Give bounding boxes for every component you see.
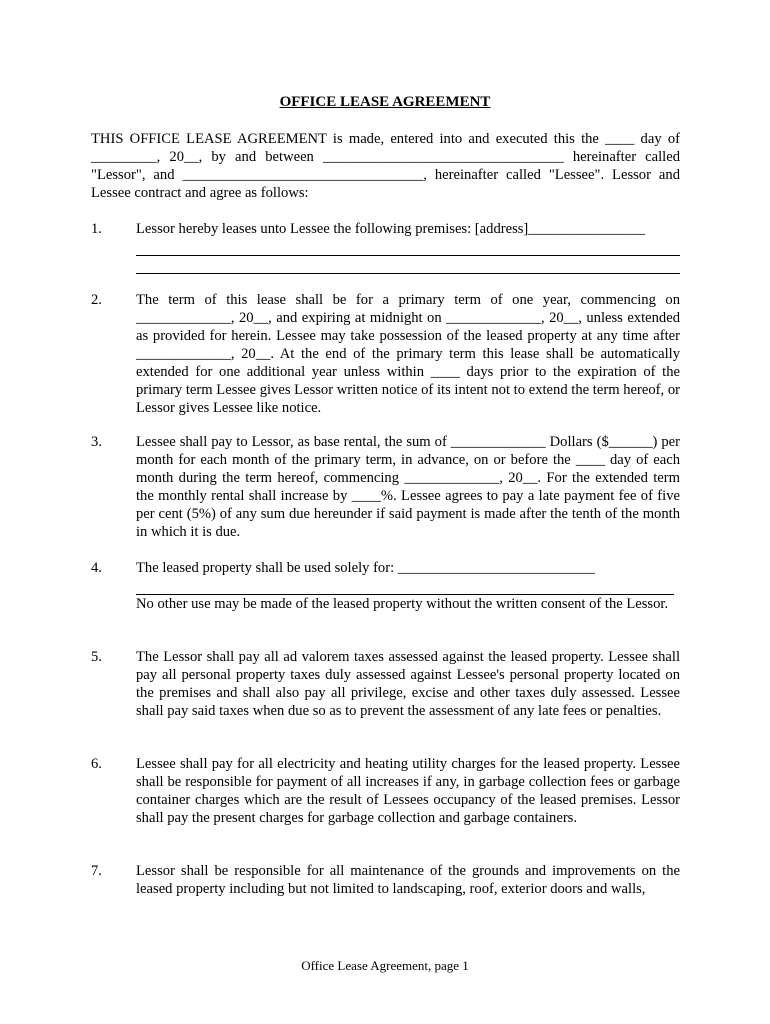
- clause-number: 3.: [91, 434, 102, 450]
- clause-number: 2.: [91, 292, 102, 308]
- blank-line: [136, 256, 680, 274]
- blank-line: [136, 238, 680, 256]
- clause-text: Lessee shall pay to Lessor, as base rental, the sum of _____________ Dollars ($______) per month for each month of the primary term, in advance, on or before the ____ day of each month during the term hereof, commencing _____________, 20__. For the extended term the monthly rental shall increase by ____%. Lessee agrees to pay a late payment fee of five per cent (5%) of any sum due hereunder if said payment is made after the tenth of the month in which it is due.: [136, 434, 680, 540]
- clause-number: 6.: [91, 756, 102, 772]
- page-footer: Office Lease Agreement, page 1: [301, 958, 469, 973]
- clause-text: The term of this lease shall be for a primary term of one year, commencing on _____________, 20__, and expiring at midnight on _____________, 20__, unless extended as provided for herein. Lessee may take possession of the leased property at any time after _____________, 20__. At the end of the primary term this lease shall be automatically extended for one additional year unless within ____ days prior to the expiration of the primary term Lessee gives Lessor written notice of its intent not to extend the term hereof, or Lessor gives Lessee like notice.: [136, 292, 680, 416]
- clause-number: 5.: [91, 649, 102, 665]
- clause-text: Lessor hereby leases unto Lessee the following premises: [address]________________: [136, 221, 646, 237]
- clause-number: 4.: [91, 560, 102, 576]
- clause-text: The Lessor shall pay all ad valorem taxes assessed against the leased property. Lessee shall pay all personal property taxes duly assessed against Lessee's personal property located on the premises and shall also pay all privilege, excise and other taxes duly assessed. Lessee shall pay said taxes when due so as to prevent the assessment of any late fees or penalties.: [136, 649, 680, 719]
- clause-text: The leased property shall be used solely for: ___________________________: [136, 560, 595, 576]
- clause-number: 7.: [91, 863, 102, 879]
- blank-line: [136, 577, 674, 595]
- clause-number: 1.: [91, 221, 102, 237]
- clause-text: Lessee shall pay for all electricity and heating utility charges for the leased property. Lessee shall be responsible for payment of all increases if any, in garbage collection fees or garbage container charges which are the result of Lessees occupancy of the leased premises. Lessor shall pay the present charges for garbage collection and garbage containers.: [136, 756, 680, 826]
- intro-paragraph: THIS OFFICE LEASE AGREEMENT is made, entered into and executed this the ____ day of _________, 20__, by and between _________________________________ hereinafter called "Lessor", and _________________________________, hereinafter called "Lessee". Lessor and Lessee contract and agree as follows:: [91, 131, 680, 201]
- clause-text-continued: No other use may be made of the leased property without the written consent of the Lessor.: [136, 596, 669, 612]
- document-title: OFFICE LEASE AGREEMENT: [279, 94, 491, 110]
- clause-text: Lessor shall be responsible for all maintenance of the grounds and improvements on the leased property including but not limited to landscaping, roof, exterior doors and walls,: [136, 863, 680, 897]
